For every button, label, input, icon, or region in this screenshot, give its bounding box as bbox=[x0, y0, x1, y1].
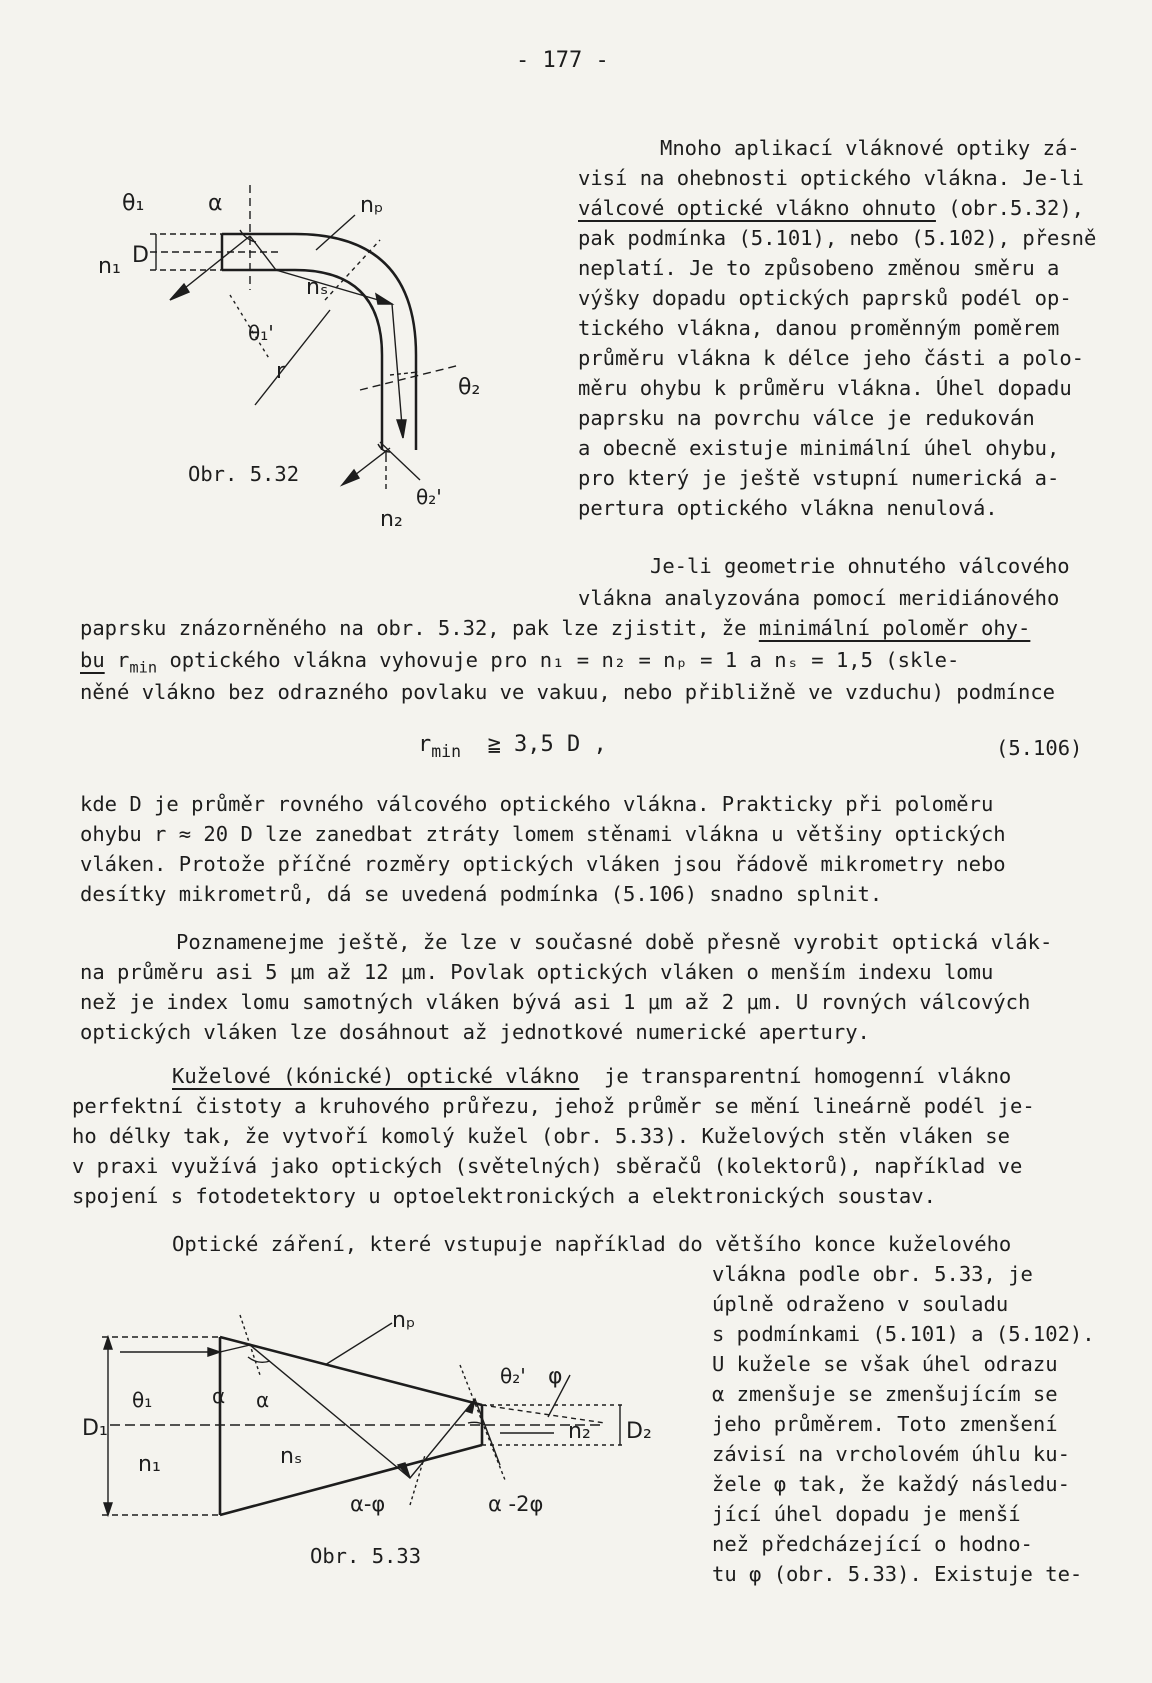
label-ns: nₛ bbox=[280, 1444, 303, 1469]
fiber-inner-wall bbox=[222, 270, 382, 450]
label-n2: n₂ bbox=[568, 1419, 591, 1444]
label-D2: D₂ bbox=[626, 1419, 652, 1444]
label-D: D bbox=[132, 243, 149, 268]
label-theta1: θ₁ bbox=[132, 1388, 153, 1412]
label-D1: D₁ bbox=[82, 1416, 108, 1441]
label-np: nₚ bbox=[360, 193, 384, 218]
label-alpha-minus-2phi: α -2φ bbox=[488, 1492, 544, 1516]
label-ns: nₛ bbox=[306, 275, 329, 300]
page-number: - 177 - bbox=[516, 48, 609, 73]
label-theta2: θ₂ bbox=[458, 375, 481, 400]
label-theta1-prime: θ₁' bbox=[248, 321, 274, 345]
label-theta1: θ₁ bbox=[122, 191, 145, 216]
label-theta2-prime: θ₂' bbox=[416, 485, 442, 509]
label-r: r bbox=[276, 359, 286, 384]
label-alpha-minus-phi: α-φ bbox=[350, 1492, 386, 1516]
figure-5-33-caption: Obr. 5.33 bbox=[310, 1544, 422, 1568]
label-alpha-1: α bbox=[212, 1384, 226, 1408]
label-theta2-prime: θ₂' bbox=[500, 1364, 526, 1388]
label-phi: φ bbox=[548, 1364, 563, 1389]
label-alpha: α bbox=[208, 191, 223, 216]
label-n1: n₁ bbox=[138, 1452, 161, 1477]
label-np: nₚ bbox=[392, 1308, 416, 1333]
figure-5-32-caption: Obr. 5.32 bbox=[188, 462, 300, 486]
label-n2: n₂ bbox=[380, 507, 403, 532]
label-n1: n₁ bbox=[98, 254, 121, 279]
figure-5-33 bbox=[80, 1305, 660, 1520]
label-alpha-2: α bbox=[256, 1388, 270, 1412]
figure-5-32 bbox=[80, 180, 520, 550]
